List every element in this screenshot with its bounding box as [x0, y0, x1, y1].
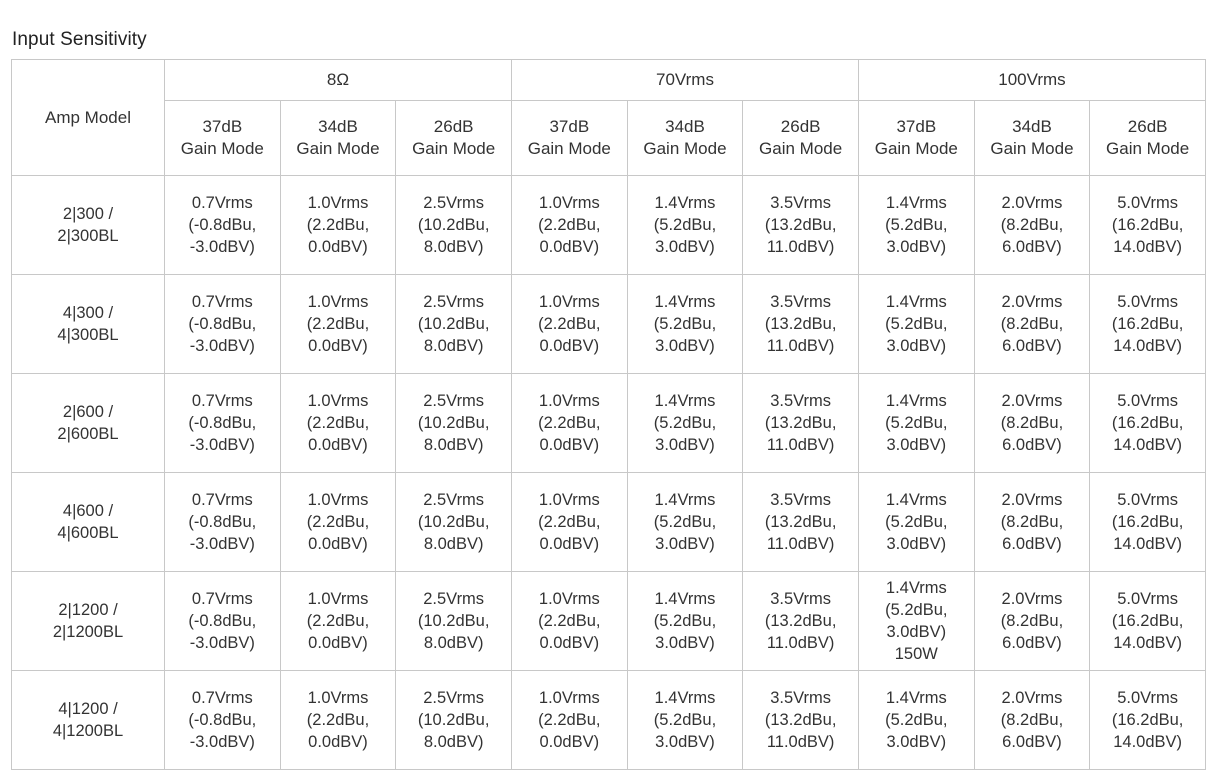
sensitivity-line: (13.2dBu, — [764, 711, 837, 729]
table-row — [12, 374, 1206, 473]
amp-model-line: 4|1200BL — [52, 722, 124, 740]
sensitivity-cell — [511, 671, 627, 770]
sensitivity-line: 0.0dBV) — [539, 238, 600, 256]
sensitivity-line: 5.0Vrms — [1117, 689, 1179, 707]
sensitivity-line: 1.0Vrms — [307, 293, 369, 311]
sensitivity-line: (2.2dBu, — [306, 216, 370, 234]
sensitivity-line: 1.4Vrms — [885, 293, 947, 311]
sensitivity-line: 3.5Vrms — [770, 590, 832, 608]
group-header: 70Vrms — [511, 60, 858, 101]
sensitivity-line: 1.0Vrms — [538, 392, 600, 410]
sensitivity-line: 5.0Vrms — [1117, 491, 1179, 509]
sensitivity-line: 1.0Vrms — [538, 293, 600, 311]
sensitivity-cell — [627, 572, 743, 671]
sensitivity-line: 1.0Vrms — [307, 392, 369, 410]
sensitivity-cell — [743, 275, 859, 374]
sensitivity-line: (13.2dBu, — [764, 612, 837, 630]
amp-model-line: 2|300BL — [57, 227, 119, 245]
sensitivity-line: (2.2dBu, — [538, 414, 601, 432]
sensitivity-line: 14.0dBV) — [1113, 634, 1183, 652]
gain-mode-header — [627, 101, 743, 176]
sensitivity-line: 3.0dBV) — [886, 337, 947, 355]
sensitivity-line: 8.0dBV) — [423, 733, 484, 751]
table-row — [12, 572, 1206, 671]
sensitivity-line: 3.0dBV) — [655, 634, 715, 652]
sensitivity-cell — [396, 671, 512, 770]
sensitivity-line: 0.0dBV) — [308, 436, 368, 454]
sensitivity-cell — [165, 374, 281, 473]
sensitivity-line: 3.0dBV) — [655, 535, 715, 553]
sensitivity-line: (-0.8dBu, — [188, 711, 257, 729]
sensitivity-line: 2.0Vrms — [1001, 590, 1063, 608]
sensitivity-line: 1.4Vrms — [885, 491, 947, 509]
sensitivity-line: (10.2dBu, — [417, 216, 490, 234]
sensitivity-line: 11.0dBV) — [766, 337, 835, 355]
sensitivity-line: 2.5Vrms — [423, 194, 485, 212]
sensitivity-line: (2.2dBu, — [538, 216, 601, 234]
sensitivity-line: 2.0Vrms — [1001, 392, 1063, 410]
sensitivity-cell — [743, 374, 859, 473]
sensitivity-line: (-0.8dBu, — [188, 612, 257, 630]
sensitivity-cell — [511, 374, 627, 473]
sensitivity-line: -3.0dBV) — [189, 535, 255, 553]
sensitivity-line: 2.0Vrms — [1001, 293, 1063, 311]
sensitivity-line: (5.2dBu, — [885, 513, 948, 531]
sensitivity-cell — [858, 176, 974, 275]
sensitivity-line: 0.0dBV) — [539, 733, 600, 751]
sensitivity-line: 2.0Vrms — [1001, 194, 1063, 212]
sensitivity-line: (13.2dBu, — [764, 414, 837, 432]
sensitivity-line: (5.2dBu, — [885, 601, 948, 619]
sensitivity-cell — [280, 473, 396, 572]
sensitivity-line: (5.2dBu, — [653, 216, 717, 234]
sensitivity-line: 2.5Vrms — [423, 293, 485, 311]
sensitivity-cell — [511, 275, 627, 374]
sensitivity-line: 14.0dBV) — [1113, 733, 1183, 751]
sensitivity-line: (-0.8dBu, — [188, 216, 257, 234]
sensitivity-line: 1.0Vrms — [307, 689, 369, 707]
sensitivity-line: 3.0dBV) — [886, 733, 947, 751]
header-line: 34dB — [665, 117, 705, 136]
amp-model-cell — [12, 176, 165, 275]
gain-mode-header — [280, 101, 396, 176]
sensitivity-cell — [1090, 572, 1206, 671]
sensitivity-cell — [974, 176, 1090, 275]
sensitivity-cell — [1090, 275, 1206, 374]
sensitivity-line: 1.0Vrms — [538, 194, 600, 212]
amp-model-line: 4|300BL — [57, 326, 119, 344]
sensitivity-line: 3.0dBV) — [655, 238, 715, 256]
sensitivity-line: 1.4Vrms — [654, 689, 716, 707]
sensitivity-line: (-0.8dBu, — [188, 414, 257, 432]
sensitivity-line: (2.2dBu, — [538, 612, 601, 630]
table-row — [12, 671, 1206, 770]
sensitivity-cell — [280, 572, 396, 671]
sensitivity-line: 3.0dBV) — [886, 238, 947, 256]
amp-model-header: Amp Model — [12, 60, 165, 176]
sensitivity-line: 2.5Vrms — [423, 590, 485, 608]
sensitivity-line: 1.4Vrms — [885, 579, 947, 597]
header-line: Gain Mode — [180, 139, 264, 158]
sensitivity-line: (13.2dBu, — [764, 513, 837, 531]
sensitivity-cell — [511, 473, 627, 572]
header-line: 34dB — [318, 117, 358, 136]
sensitivity-line: 1.4Vrms — [885, 392, 947, 410]
amp-model-cell — [12, 374, 165, 473]
group-header: 8Ω — [165, 60, 512, 101]
sensitivity-line: 5.0Vrms — [1117, 194, 1179, 212]
table-body — [12, 176, 1206, 770]
sensitivity-line: 0.0dBV) — [539, 436, 600, 454]
sensitivity-cell — [1090, 473, 1206, 572]
sensitivity-line: -3.0dBV) — [189, 733, 255, 751]
amp-model-line: 4|300 / — [62, 304, 114, 322]
gain-mode-header — [858, 101, 974, 176]
table-bottom-rule — [11, 769, 1205, 770]
amp-model-cell — [12, 671, 165, 770]
sensitivity-cell — [858, 275, 974, 374]
sensitivity-line: 11.0dBV) — [766, 238, 835, 256]
sensitivity-line: 5.0Vrms — [1117, 590, 1179, 608]
amp-model-line: 2|1200 / — [58, 601, 118, 619]
sensitivity-line: 8.0dBV) — [423, 238, 484, 256]
amp-model-line: 4|600 / — [62, 502, 114, 520]
sensitivity-line: 1.0Vrms — [307, 194, 369, 212]
header-line: Gain Mode — [874, 139, 958, 158]
sensitivity-cell — [974, 671, 1090, 770]
sensitivity-line: 8.0dBV) — [423, 535, 484, 553]
sensitivity-line: 8.0dBV) — [423, 634, 484, 652]
sensitivity-line: 11.0dBV) — [766, 634, 835, 652]
gain-mode-header — [1090, 101, 1206, 176]
sensitivity-cell — [165, 176, 281, 275]
sensitivity-line: (10.2dBu, — [417, 513, 490, 531]
header-line: Gain Mode — [296, 139, 380, 158]
sensitivity-line: 3.5Vrms — [770, 194, 832, 212]
header-line: Gain Mode — [527, 139, 611, 158]
gain-mode-header — [974, 101, 1090, 176]
amp-model-line: 4|1200 / — [58, 700, 118, 718]
sensitivity-line: 3.0dBV) — [655, 337, 715, 355]
sensitivity-line: 5.0Vrms — [1117, 392, 1179, 410]
sensitivity-line: (16.2dBu, — [1111, 414, 1184, 432]
sensitivity-line: (16.2dBu, — [1111, 612, 1184, 630]
sensitivity-line: 6.0dBV) — [1002, 238, 1062, 256]
header-line: 37dB — [202, 117, 243, 136]
header-line: Gain Mode — [990, 139, 1074, 158]
sensitivity-line: (5.2dBu, — [885, 414, 948, 432]
sensitivity-cell — [627, 671, 743, 770]
sensitivity-line: 0.0dBV) — [308, 535, 368, 553]
sensitivity-line: 0.0dBV) — [308, 733, 368, 751]
sensitivity-line: 0.7Vrms — [191, 293, 253, 311]
sensitivity-cell — [858, 572, 974, 671]
header-line: 26dB — [433, 117, 474, 136]
sensitivity-line: 0.0dBV) — [308, 337, 368, 355]
sensitivity-line: 0.7Vrms — [191, 491, 253, 509]
sensitivity-cell — [511, 572, 627, 671]
sensitivity-line: 1.0Vrms — [538, 590, 600, 608]
sensitivity-line: 2.5Vrms — [423, 689, 485, 707]
sensitivity-cell — [396, 473, 512, 572]
sensitivity-line: (2.2dBu, — [306, 711, 370, 729]
sensitivity-line: 3.0dBV) — [886, 436, 947, 454]
header-line: 37dB — [896, 117, 937, 136]
sensitivity-cell — [396, 374, 512, 473]
sensitivity-cell — [743, 671, 859, 770]
sensitivity-line: (2.2dBu, — [306, 414, 370, 432]
header-line: Gain Mode — [412, 139, 496, 158]
sensitivity-line: (10.2dBu, — [417, 612, 490, 630]
sensitivity-line: 0.7Vrms — [191, 590, 253, 608]
sensitivity-line: 150W — [894, 645, 938, 663]
sensitivity-line: (10.2dBu, — [417, 414, 490, 432]
sensitivity-line: (5.2dBu, — [885, 216, 948, 234]
sensitivity-line: 0.0dBV) — [308, 634, 368, 652]
sensitivity-line: 1.4Vrms — [654, 491, 716, 509]
sensitivity-cell — [165, 572, 281, 671]
sensitivity-cell — [280, 671, 396, 770]
sensitivity-line: (2.2dBu, — [306, 513, 370, 531]
amp-model-cell — [12, 473, 165, 572]
sensitivity-line: -3.0dBV) — [189, 436, 255, 454]
sensitivity-line: (5.2dBu, — [653, 711, 717, 729]
sensitivity-line: (8.2dBu, — [1000, 216, 1064, 234]
sensitivity-line: 3.0dBV) — [886, 623, 947, 641]
sensitivity-cell — [396, 275, 512, 374]
sensitivity-line: 3.5Vrms — [770, 491, 832, 509]
sensitivity-cell — [1090, 671, 1206, 770]
sensitivity-line: (5.2dBu, — [885, 315, 948, 333]
sensitivity-line: 3.0dBV) — [655, 733, 715, 751]
sensitivity-line: 0.7Vrms — [191, 392, 253, 410]
sensitivity-cell — [743, 572, 859, 671]
gain-mode-header — [396, 101, 512, 176]
sensitivity-line: 1.4Vrms — [654, 194, 716, 212]
amp-model-line: 2|600BL — [57, 425, 119, 443]
sensitivity-line: 2.5Vrms — [423, 392, 485, 410]
sensitivity-line: (2.2dBu, — [306, 315, 370, 333]
sensitivity-line: 1.0Vrms — [307, 491, 369, 509]
sensitivity-line: (8.2dBu, — [1000, 612, 1064, 630]
sensitivity-cell — [396, 572, 512, 671]
amp-model-line: 4|600BL — [57, 524, 119, 542]
sensitivity-line: 0.0dBV) — [539, 535, 600, 553]
sensitivity-line: (5.2dBu, — [653, 513, 717, 531]
sensitivity-line: 2.0Vrms — [1001, 689, 1063, 707]
sensitivity-cell — [396, 176, 512, 275]
header-line: 37dB — [549, 117, 590, 136]
sensitivity-line: -3.0dBV) — [189, 238, 255, 256]
sensitivity-line: (10.2dBu, — [417, 711, 490, 729]
sensitivity-cell — [1090, 176, 1206, 275]
sensitivity-line: 5.0Vrms — [1117, 293, 1179, 311]
amp-model-line: 2|1200BL — [52, 623, 124, 641]
sensitivity-line: (13.2dBu, — [764, 216, 837, 234]
sensitivity-line: (2.2dBu, — [538, 315, 601, 333]
sensitivity-line: (5.2dBu, — [653, 612, 717, 630]
sensitivity-line: 1.4Vrms — [654, 590, 716, 608]
sensitivity-line: (2.2dBu, — [306, 612, 370, 630]
amp-model-line: 2|300 / — [62, 205, 114, 223]
sensitivity-cell — [165, 671, 281, 770]
sensitivity-line: (16.2dBu, — [1111, 513, 1184, 531]
sensitivity-line: (8.2dBu, — [1000, 414, 1064, 432]
gain-mode-header — [743, 101, 859, 176]
sensitivity-line: -3.0dBV) — [189, 634, 255, 652]
page-title: Input Sensitivity — [12, 29, 147, 50]
sensitivity-cell — [974, 374, 1090, 473]
sensitivity-line: 0.0dBV) — [308, 238, 368, 256]
sensitivity-line: 6.0dBV) — [1002, 337, 1062, 355]
sensitivity-cell — [627, 374, 743, 473]
sensitivity-line: 11.0dBV) — [766, 436, 835, 454]
sensitivity-cell — [627, 275, 743, 374]
table-row — [12, 275, 1206, 374]
amp-model-cell — [12, 572, 165, 671]
amp-model-cell — [12, 275, 165, 374]
sensitivity-line: 1.0Vrms — [538, 491, 600, 509]
sensitivity-line: 0.7Vrms — [191, 689, 253, 707]
sensitivity-cell — [280, 275, 396, 374]
sensitivity-cell — [280, 176, 396, 275]
sensitivity-line: (10.2dBu, — [417, 315, 490, 333]
group-header-row — [12, 60, 1206, 101]
header-line: 34dB — [1012, 117, 1052, 136]
sensitivity-line: 6.0dBV) — [1002, 733, 1062, 751]
sensitivity-cell — [165, 275, 281, 374]
sensitivity-line: (-0.8dBu, — [188, 315, 257, 333]
sensitivity-line: (16.2dBu, — [1111, 216, 1184, 234]
sensitivity-cell — [511, 176, 627, 275]
sensitivity-line: (2.2dBu, — [538, 513, 601, 531]
sensitivity-cell — [165, 473, 281, 572]
sensitivity-cell — [627, 473, 743, 572]
sensitivity-cell — [743, 473, 859, 572]
sensitivity-line: 6.0dBV) — [1002, 535, 1062, 553]
table-row — [12, 473, 1206, 572]
sensitivity-line: (-0.8dBu, — [188, 513, 257, 531]
sensitivity-line: (13.2dBu, — [764, 315, 837, 333]
sensitivity-line: (8.2dBu, — [1000, 513, 1064, 531]
sensitivity-cell — [974, 275, 1090, 374]
sensitivity-cell — [858, 374, 974, 473]
sensitivity-line: (5.2dBu, — [885, 711, 948, 729]
sensitivity-cell — [1090, 374, 1206, 473]
sensitivity-line: 1.4Vrms — [885, 689, 947, 707]
header-line: 26dB — [780, 117, 821, 136]
sensitivity-line: 1.4Vrms — [654, 293, 716, 311]
gain-mode-header — [165, 101, 281, 176]
sensitivity-line: 8.0dBV) — [423, 436, 484, 454]
sensitivity-line: 8.0dBV) — [423, 337, 484, 355]
sensitivity-line: 3.5Vrms — [770, 689, 832, 707]
header-line: Gain Mode — [643, 139, 727, 158]
header-line: 26dB — [1127, 117, 1168, 136]
header-line: Gain Mode — [759, 139, 843, 158]
sensitivity-line: 14.0dBV) — [1113, 436, 1183, 454]
sensitivity-cell — [858, 671, 974, 770]
sensitivity-line: 0.7Vrms — [191, 194, 253, 212]
sensitivity-line: 11.0dBV) — [766, 733, 835, 751]
input-sensitivity-table — [11, 59, 1206, 770]
gain-mode-header-row — [12, 101, 1206, 176]
sensitivity-line: 1.0Vrms — [307, 590, 369, 608]
sensitivity-cell — [743, 176, 859, 275]
sensitivity-line: 1.4Vrms — [654, 392, 716, 410]
sensitivity-line: 3.0dBV) — [886, 535, 947, 553]
sensitivity-line: 14.0dBV) — [1113, 238, 1183, 256]
sensitivity-cell — [280, 374, 396, 473]
sensitivity-cell — [974, 473, 1090, 572]
sensitivity-line: 2.0Vrms — [1001, 491, 1063, 509]
sensitivity-cell — [627, 176, 743, 275]
sensitivity-line: (8.2dBu, — [1000, 315, 1064, 333]
sensitivity-line: 1.4Vrms — [885, 194, 947, 212]
sensitivity-line: (5.2dBu, — [653, 414, 717, 432]
sensitivity-line: 6.0dBV) — [1002, 634, 1062, 652]
sensitivity-cell — [974, 572, 1090, 671]
table-row — [12, 176, 1206, 275]
sensitivity-line: 0.0dBV) — [539, 337, 600, 355]
header-line: Gain Mode — [1106, 139, 1190, 158]
sensitivity-line: -3.0dBV) — [189, 337, 255, 355]
sensitivity-cell — [858, 473, 974, 572]
sensitivity-line: 6.0dBV) — [1002, 436, 1062, 454]
group-header: 100Vrms — [858, 60, 1205, 101]
sensitivity-line: 3.5Vrms — [770, 392, 832, 410]
sensitivity-line: 1.0Vrms — [538, 689, 600, 707]
amp-model-line: 2|600 / — [62, 403, 114, 421]
sensitivity-line: (8.2dBu, — [1000, 711, 1064, 729]
sensitivity-line: (5.2dBu, — [653, 315, 717, 333]
sensitivity-line: (16.2dBu, — [1111, 711, 1184, 729]
sensitivity-line: 3.0dBV) — [655, 436, 715, 454]
sensitivity-line: (16.2dBu, — [1111, 315, 1184, 333]
sensitivity-line: 14.0dBV) — [1113, 535, 1183, 553]
sensitivity-line: 11.0dBV) — [766, 535, 835, 553]
sensitivity-line: 3.5Vrms — [770, 293, 832, 311]
sensitivity-line: 2.5Vrms — [423, 491, 485, 509]
sensitivity-line: 14.0dBV) — [1113, 337, 1183, 355]
sensitivity-line: (2.2dBu, — [538, 711, 601, 729]
sensitivity-line: 0.0dBV) — [539, 634, 600, 652]
gain-mode-header — [511, 101, 627, 176]
